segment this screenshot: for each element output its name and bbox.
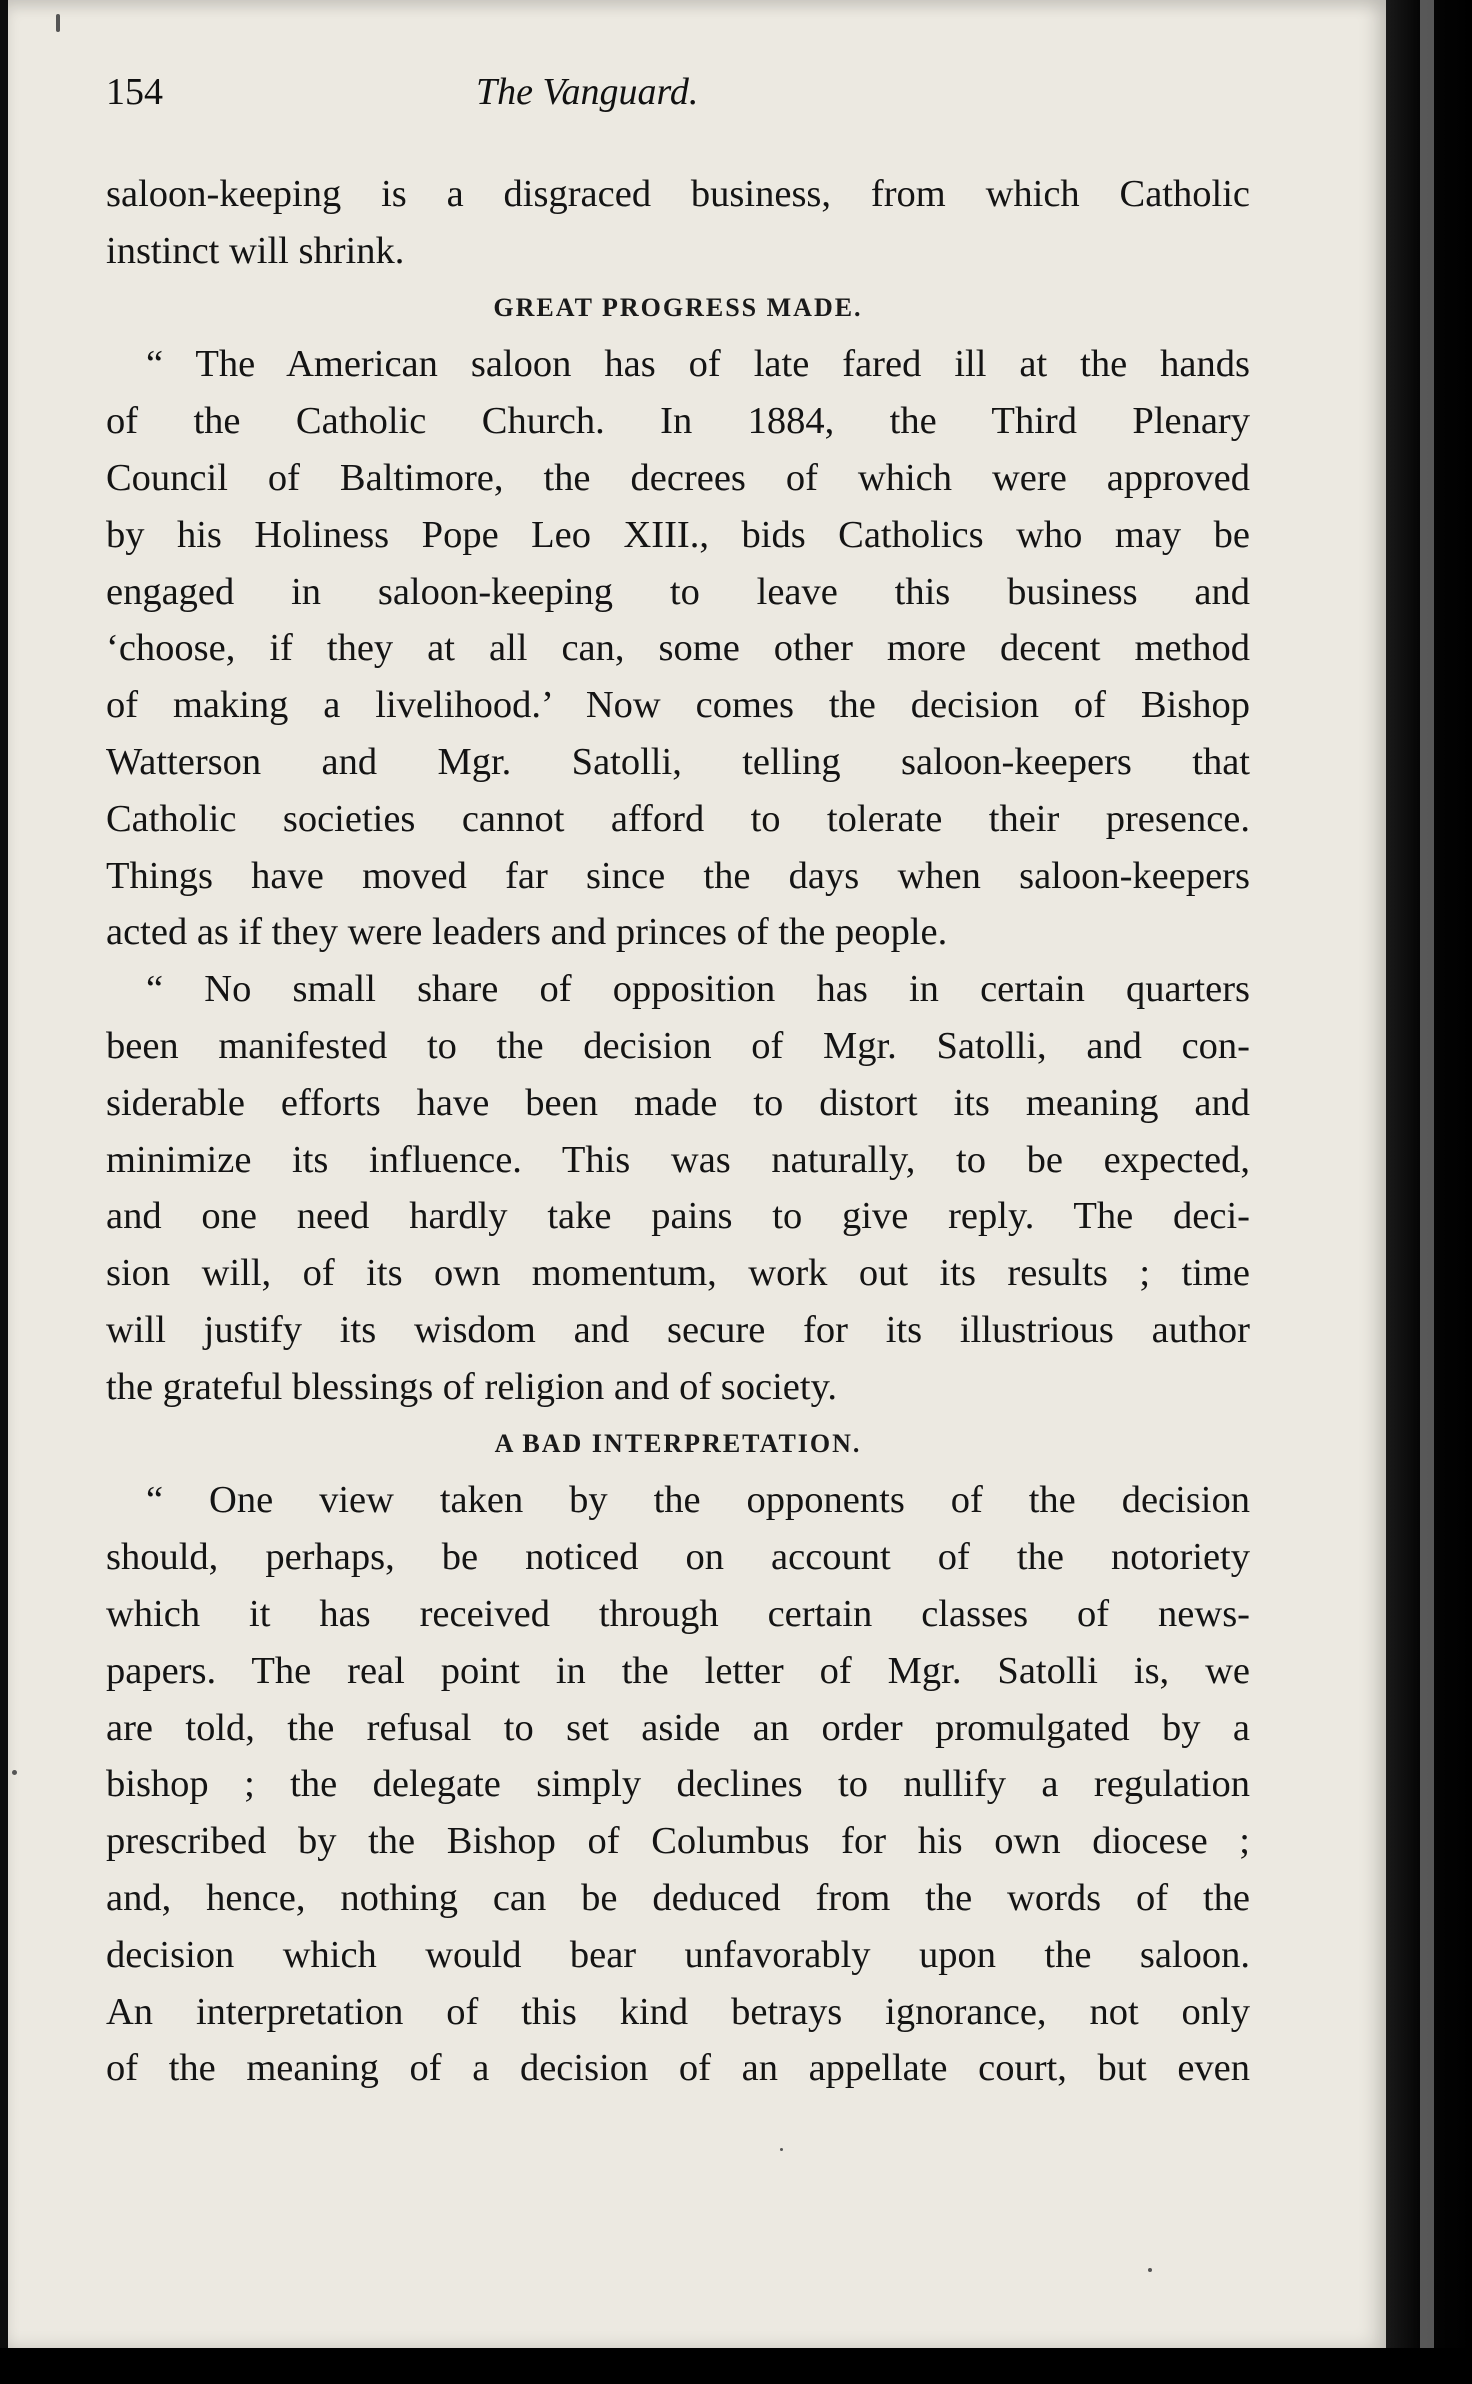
- section-heading: A BAD INTERPRETATION.: [494, 1428, 862, 1458]
- text-line: siderable efforts have been made to distort its meaning and: [106, 1081, 1250, 1124]
- text-line: of the meaning of a decision of an appellate court, but even: [106, 2047, 1250, 2090]
- text-line: saloon-keeping is a disgraced business, from which Catholic: [106, 173, 1250, 215]
- text-line: Things have moved far since the days when saloon-keepers: [106, 854, 1250, 897]
- body-text: [106, 166, 1250, 2097]
- text-line: been manifested to the decision of Mgr. Satolli, and con-: [106, 1024, 1250, 1067]
- text-line: ‘choose, if they at all can, some other more decent method: [106, 627, 1250, 670]
- scan-speck: [56, 14, 60, 32]
- text-line: bishop ; the delegate simply declines to nullify a regulation: [106, 1763, 1250, 1806]
- text-line: acted as if they were leaders and princes of the people.: [106, 911, 948, 954]
- text-line: and, hence, nothing can be deduced from the words of the: [106, 1876, 1250, 1919]
- text-line: engaged in saloon-keeping to leave this business and: [106, 570, 1250, 613]
- text-line: sion will, of its own momentum, work out its results ; time: [106, 1252, 1250, 1295]
- text-line: Watterson and Mgr. Satolli, telling saloon-keepers that: [106, 740, 1250, 783]
- text-line: which it has received through certain classes of news-: [106, 1592, 1250, 1635]
- text-line: instinct will shrink.: [106, 229, 405, 272]
- text-line: Catholic societies cannot afford to tolerate their presence.: [106, 797, 1250, 840]
- text-line: the grateful blessings of religion and of society.: [106, 1365, 837, 1408]
- text-line: “ One view taken by the opponents of the decision: [146, 1479, 1250, 1522]
- text-line: Council of Baltimore, the decrees of which were approved: [106, 456, 1250, 499]
- scan-bottom-border: [0, 2348, 1472, 2384]
- text-line: “ No small share of opposition has in certain quarters: [146, 968, 1250, 1011]
- text-line: should, perhaps, be noticed on account of the notoriety: [106, 1536, 1250, 1579]
- text-line: of the Catholic Church. In 1884, the Third Plenary: [106, 400, 1250, 443]
- page-number: 154: [106, 71, 163, 113]
- scan-speck: [12, 1770, 17, 1775]
- text-line: An interpretation of this kind betrays ignorance, not only: [106, 1990, 1250, 2033]
- text-line: are told, the refusal to set aside an order promulgated by a: [106, 1706, 1250, 1749]
- text-line: prescribed by the Bishop of Columbus for his own diocese ;: [106, 1820, 1250, 1863]
- text-line: decision which would bear unfavorably upon the saloon.: [106, 1933, 1250, 1976]
- text-line: papers. The real point in the letter of Mgr. Satolli is, we: [106, 1649, 1250, 1692]
- scan-speck: [780, 2148, 783, 2151]
- text-line: will justify its wisdom and secure for its illustrious author: [106, 1308, 1250, 1351]
- text-line: by his Holiness Pope Leo XIII., bids Catholics who may be: [106, 513, 1250, 556]
- text-line: and one need hardly take pains to give reply. The deci-: [106, 1195, 1250, 1238]
- running-title: The Vanguard.: [476, 71, 699, 113]
- text-line: “ The American saloon has of late fared ill at the hands: [146, 343, 1250, 386]
- scan-edge-stripe: [1420, 0, 1434, 2384]
- text-line: of making a livelihood.’ Now comes the decision of Bishop: [106, 684, 1250, 727]
- section-heading: GREAT PROGRESS MADE.: [493, 292, 863, 322]
- text-line: minimize its influence. This was naturally, to be expected,: [106, 1138, 1250, 1181]
- scan-speck: [1148, 2268, 1152, 2272]
- page-header: [106, 70, 1256, 120]
